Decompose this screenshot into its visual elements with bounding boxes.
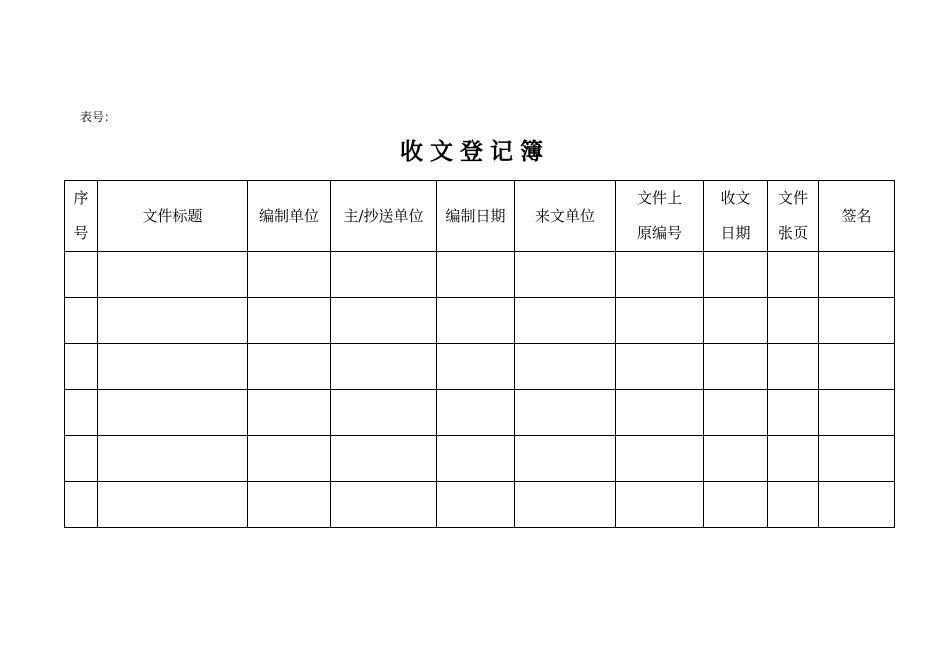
column-header-issuing-unit: 编制单位 bbox=[248, 181, 331, 252]
table-row bbox=[65, 436, 895, 482]
table-cell[interactable] bbox=[704, 390, 768, 436]
table-row bbox=[65, 390, 895, 436]
column-header-issue-date: 编制日期 bbox=[437, 181, 515, 252]
table-cell[interactable] bbox=[331, 298, 437, 344]
table-cell[interactable] bbox=[248, 344, 331, 390]
table-cell[interactable] bbox=[98, 252, 248, 298]
table-cell[interactable] bbox=[248, 390, 331, 436]
table-cell[interactable] bbox=[248, 436, 331, 482]
table-cell[interactable] bbox=[768, 482, 819, 528]
table-cell[interactable] bbox=[768, 252, 819, 298]
table-cell[interactable] bbox=[65, 482, 98, 528]
table-cell[interactable] bbox=[65, 390, 98, 436]
table-row bbox=[65, 298, 895, 344]
table-cell[interactable] bbox=[248, 482, 331, 528]
column-header-receipt-date: 收文 日期 bbox=[704, 181, 768, 252]
column-header-signature: 签名 bbox=[819, 181, 895, 252]
table-cell[interactable] bbox=[65, 344, 98, 390]
table-cell[interactable] bbox=[437, 390, 515, 436]
register-title: 收文登记簿 bbox=[400, 138, 550, 165]
table-cell[interactable] bbox=[616, 252, 704, 298]
table-cell[interactable] bbox=[704, 344, 768, 390]
table-cell[interactable] bbox=[616, 390, 704, 436]
register-table bbox=[64, 180, 895, 528]
table-cell[interactable] bbox=[98, 390, 248, 436]
table-cell[interactable] bbox=[819, 390, 895, 436]
table-cell[interactable] bbox=[437, 252, 515, 298]
table-cell[interactable] bbox=[616, 298, 704, 344]
table-body bbox=[65, 252, 895, 528]
table-cell[interactable] bbox=[98, 344, 248, 390]
column-header-serial-no: 序 号 bbox=[65, 181, 98, 252]
table-cell[interactable] bbox=[616, 436, 704, 482]
table-cell[interactable] bbox=[616, 482, 704, 528]
form-number-label: 表号： bbox=[80, 110, 117, 124]
table-cell[interactable] bbox=[768, 436, 819, 482]
table-row bbox=[65, 252, 895, 298]
table-cell[interactable] bbox=[437, 298, 515, 344]
table-cell[interactable] bbox=[819, 344, 895, 390]
table-cell[interactable] bbox=[768, 344, 819, 390]
table-cell[interactable] bbox=[515, 436, 616, 482]
table-cell[interactable] bbox=[437, 436, 515, 482]
table-cell[interactable] bbox=[515, 344, 616, 390]
table-cell[interactable] bbox=[704, 298, 768, 344]
table-cell[interactable] bbox=[248, 252, 331, 298]
table-cell[interactable] bbox=[331, 252, 437, 298]
table-cell[interactable] bbox=[819, 482, 895, 528]
table-cell[interactable] bbox=[98, 298, 248, 344]
column-header-document-title: 文件标题 bbox=[98, 181, 248, 252]
table-cell[interactable] bbox=[704, 436, 768, 482]
table-cell[interactable] bbox=[704, 252, 768, 298]
table-cell[interactable] bbox=[248, 298, 331, 344]
table-cell[interactable] bbox=[768, 390, 819, 436]
table-cell[interactable] bbox=[768, 298, 819, 344]
table-cell[interactable] bbox=[515, 298, 616, 344]
table-cell[interactable] bbox=[65, 298, 98, 344]
table-cell[interactable] bbox=[331, 390, 437, 436]
table-cell[interactable] bbox=[437, 344, 515, 390]
table-cell[interactable] bbox=[704, 482, 768, 528]
table-cell[interactable] bbox=[819, 252, 895, 298]
column-header-original-document-no: 文件上 原编号 bbox=[616, 181, 704, 252]
column-header-page-count: 文件 张页 bbox=[768, 181, 819, 252]
table-cell[interactable] bbox=[98, 482, 248, 528]
table-cell[interactable] bbox=[331, 436, 437, 482]
column-header-sender-unit: 来文单位 bbox=[515, 181, 616, 252]
table-cell[interactable] bbox=[98, 436, 248, 482]
table-cell[interactable] bbox=[331, 482, 437, 528]
table-cell[interactable] bbox=[819, 436, 895, 482]
table-cell[interactable] bbox=[437, 482, 515, 528]
table-cell[interactable] bbox=[331, 344, 437, 390]
column-header-recipient-cc-unit: 主/抄送单位 bbox=[331, 181, 437, 252]
table-row bbox=[65, 344, 895, 390]
table-cell[interactable] bbox=[515, 390, 616, 436]
table-cell[interactable] bbox=[819, 298, 895, 344]
table-cell[interactable] bbox=[515, 482, 616, 528]
table-cell[interactable] bbox=[616, 344, 704, 390]
table-cell[interactable] bbox=[65, 252, 98, 298]
table-header-row bbox=[65, 181, 895, 252]
table-cell[interactable] bbox=[65, 436, 98, 482]
table-cell[interactable] bbox=[515, 252, 616, 298]
table-row bbox=[65, 482, 895, 528]
